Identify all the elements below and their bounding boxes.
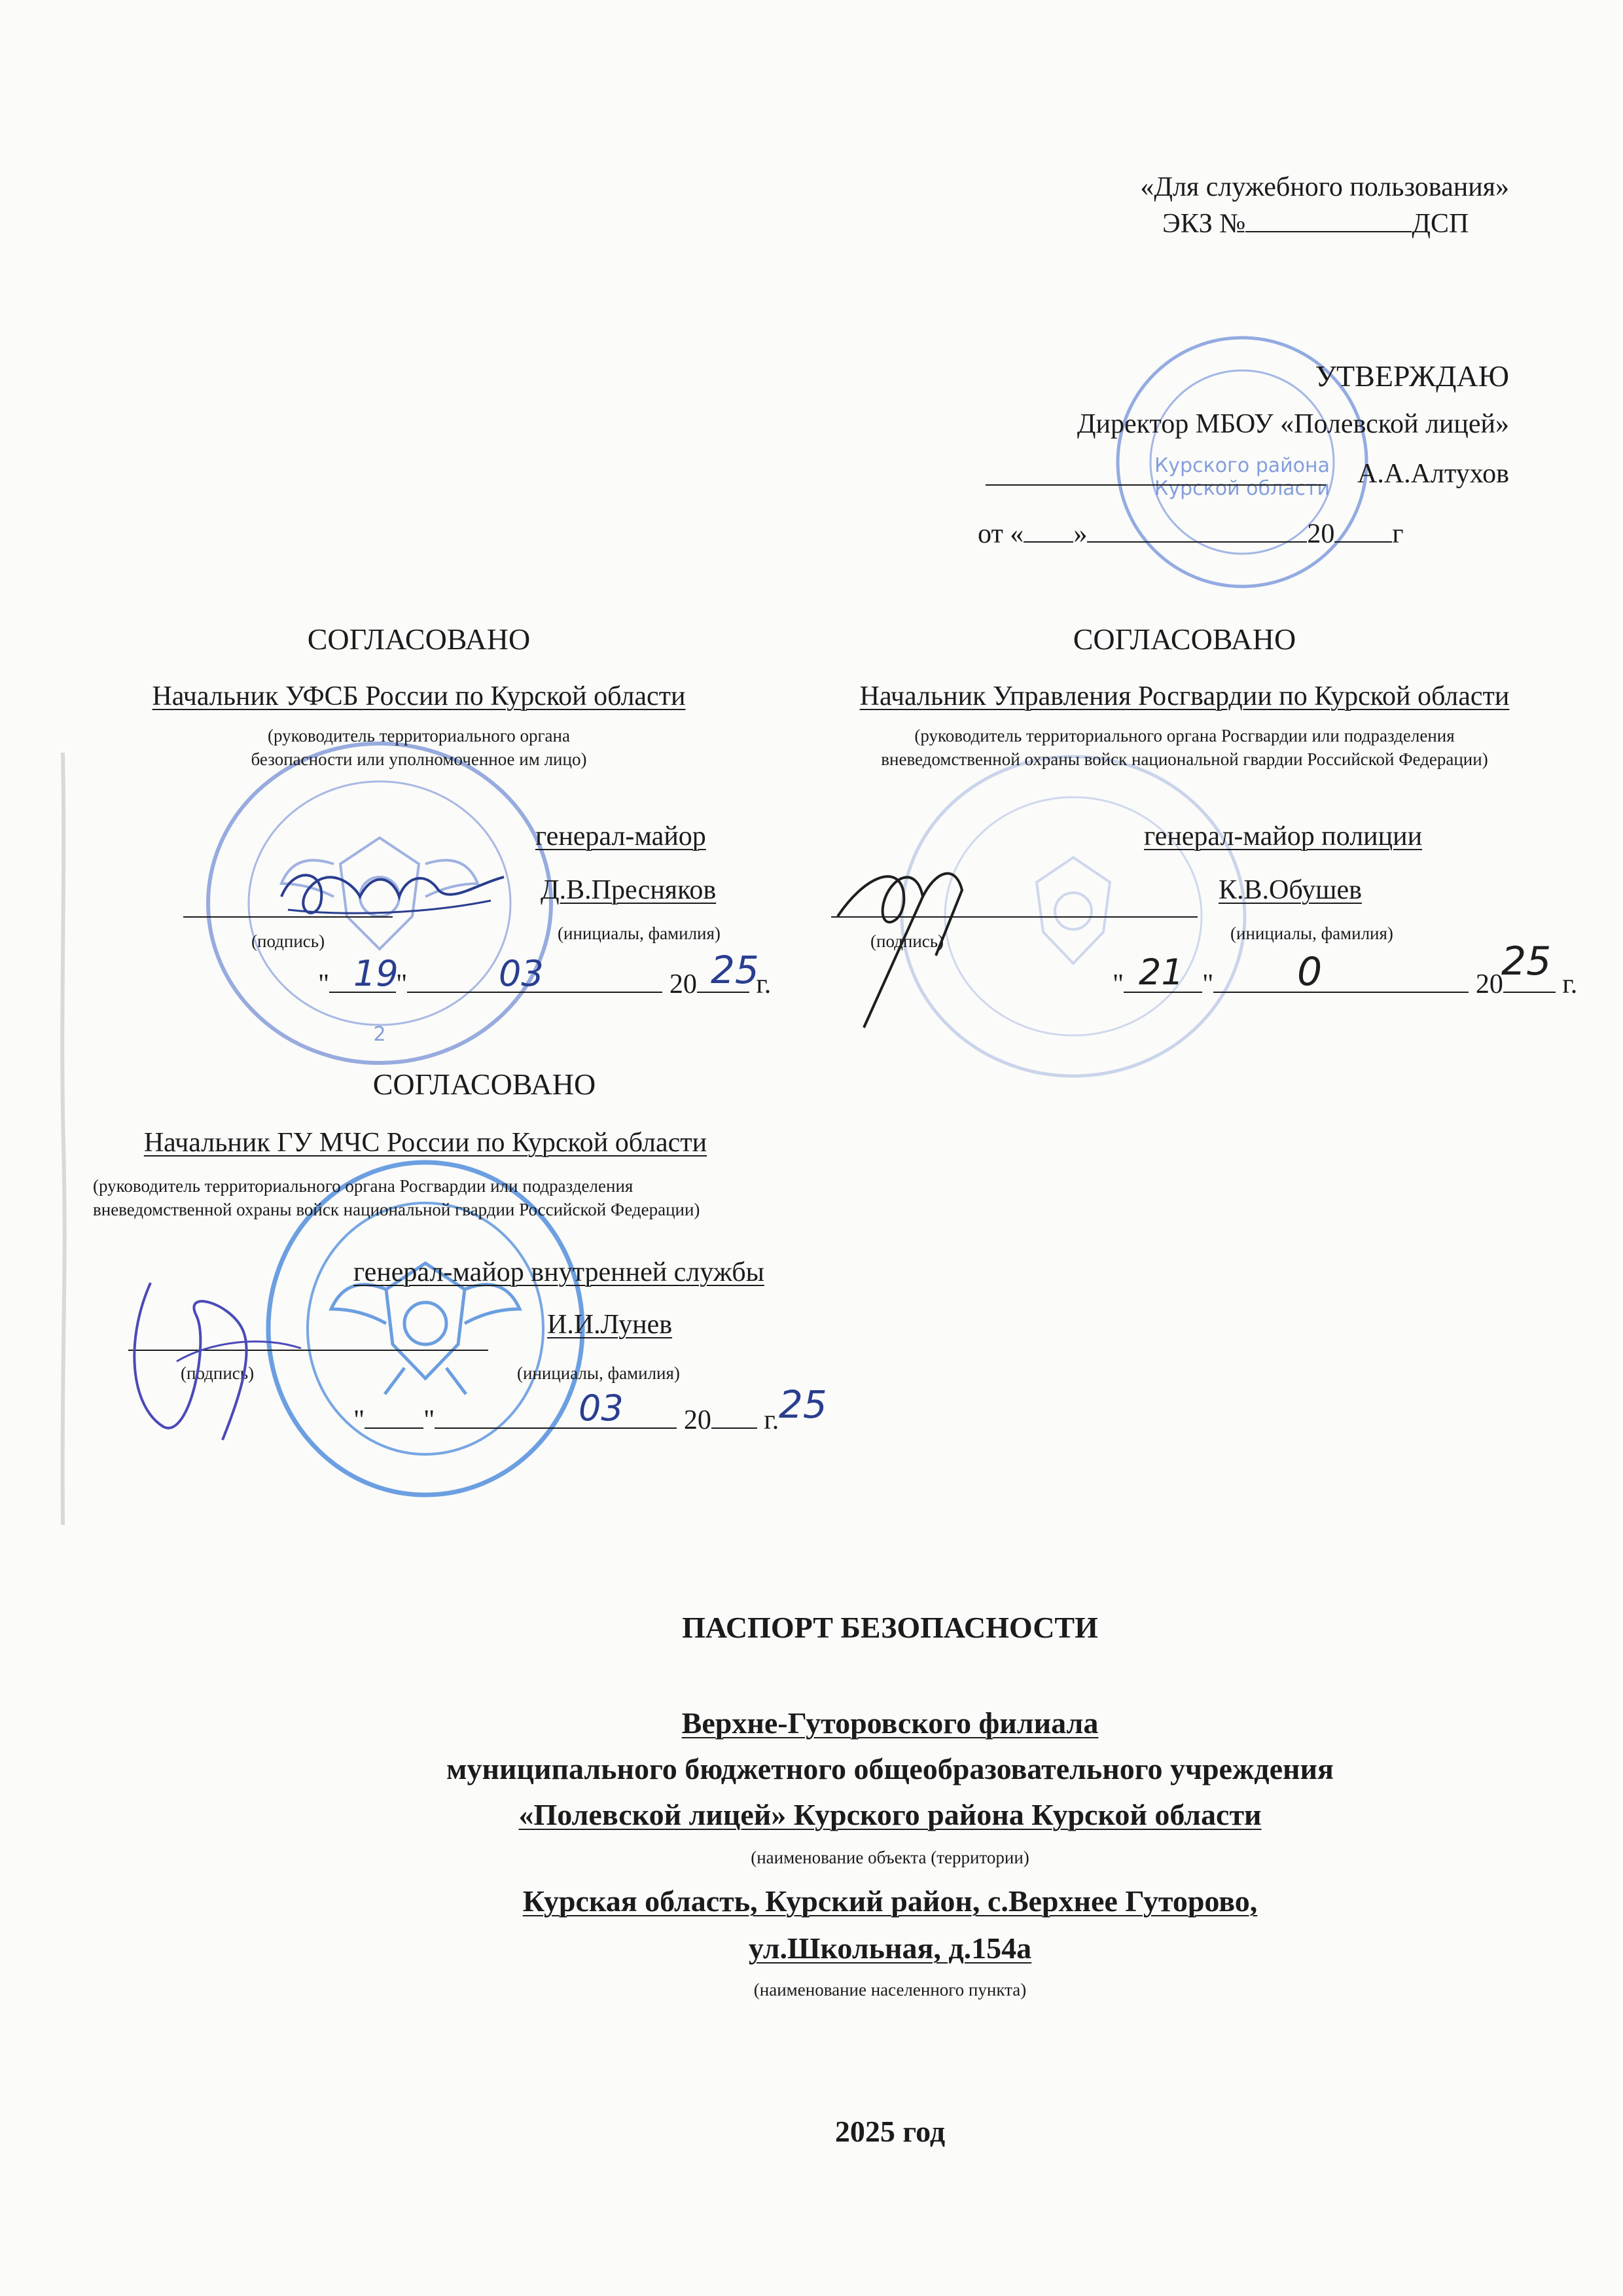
- agreement-mchs-rank: генерал-майор внутренней службы: [353, 1257, 764, 1287]
- agreement-fsb-title: СОГЛАСОВАНО: [307, 622, 531, 656]
- object-name-line2: муниципального бюджетного общеобразовательного учреждения: [446, 1752, 1334, 1785]
- agreement-mchs-month-blank: [435, 1405, 677, 1429]
- agreement-mchs-year-suffix: г.: [764, 1405, 779, 1435]
- classification-label: «Для служебного пользования»: [1140, 172, 1509, 202]
- binding-thread: [58, 753, 68, 1525]
- agreement-mchs-hint2: вневедомственной охраны войск национальной гвардии Российской Федерации): [93, 1200, 700, 1219]
- agreement-mchs-hint1: (руководитель территориального органа Росгвардии или подразделения: [93, 1176, 633, 1196]
- agreement-rg-month: 0: [1297, 949, 1323, 995]
- copy-number-blank: [1245, 209, 1412, 232]
- agreement-fsb-year-suffix: г.: [756, 969, 772, 999]
- agreement-fsb-day: 19: [353, 953, 399, 994]
- mchs-signature: [111, 1263, 308, 1460]
- agreement-fsb-name: Д.В.Пресняков: [541, 875, 717, 905]
- agreement-rg-day: 21: [1139, 952, 1184, 993]
- agreement-rg-title: СОГЛАСОВАНО: [1073, 622, 1296, 656]
- document-year: 2025 год: [834, 2115, 946, 2148]
- approval-date-prefix: от «: [978, 519, 1024, 549]
- agreement-fsb-organ: Начальник УФСБ России по Курской области: [152, 681, 686, 711]
- object-name-line1: Верхне-Гуторовского филиала: [681, 1706, 1099, 1740]
- agreement-mchs-organ: Начальник ГУ МЧС России по Курской области: [143, 1128, 707, 1158]
- approval-signature-line: [986, 484, 1326, 486]
- agreement-fsb-name-hint: (инициалы, фамилия): [558, 924, 721, 943]
- agreement-fsb-year: 25: [711, 948, 759, 992]
- approval-day-blank: [1024, 520, 1073, 543]
- agreement-fsb-date: " " 20 г.: [318, 969, 772, 999]
- address-line1: Курская область, Курский район, с.Верхнее Гуторово,: [522, 1884, 1258, 1918]
- agreement-mchs-name-hint: (инициалы, фамилия): [517, 1363, 680, 1383]
- agreement-fsb-hint1: (руководитель территориального органа: [268, 726, 570, 745]
- agreement-mchs-title: СОГЛАСОВАНО: [372, 1067, 596, 1101]
- fsb-signature: [268, 851, 517, 929]
- agreement-fsb-sign-hint: (подпись): [251, 931, 325, 951]
- agreement-rg-hint2: вневедомственной охраны войск национальной гвардии Российской Федерации): [881, 749, 1488, 769]
- agreement-rg-sign-hint: (подпись): [870, 931, 944, 951]
- agreement-rg-organ: Начальник Управления Росгвардии по Курской области: [859, 681, 1510, 711]
- agreement-mchs-month: 03: [579, 1388, 624, 1429]
- approval-position: Директор МБОУ «Полевской лицей»: [1077, 409, 1509, 439]
- agreement-fsb-hint2: безопасности или уполномоченное им лицо): [251, 749, 587, 769]
- agreement-mchs-date: " " 20 г.: [353, 1405, 779, 1435]
- address-line2: ул.Школьная, д.154а: [748, 1931, 1032, 1965]
- approval-date-mid: »: [1073, 519, 1088, 549]
- agreement-rg-hint1: (руководитель территориального органа Росгвардии или подразделения: [914, 726, 1455, 745]
- svg-text:2: 2: [373, 1023, 386, 1046]
- copy-number-prefix: ЭКЗ №: [1162, 209, 1246, 239]
- agreement-rg-year-prefix: 20: [1475, 969, 1503, 999]
- agreement-rg-date: " " 20 г.: [1113, 969, 1578, 999]
- approval-year-blank: [1334, 520, 1392, 543]
- approval-title: УТВЕРЖДАЮ: [1315, 359, 1509, 393]
- agreement-rg-month-blank: [1213, 969, 1469, 993]
- svg-text:Курской области: Курской области: [1154, 477, 1330, 500]
- approval-year-prefix: 20: [1307, 519, 1335, 549]
- object-name-line3: «Полевской лицей» Курского района Курской области: [518, 1798, 1262, 1831]
- object-name-hint: (наименование объекта (территории): [751, 1848, 1029, 1867]
- svg-text:Курского района: Курского района: [1154, 454, 1330, 477]
- agreement-mchs-sign-hint: (подпись): [181, 1363, 255, 1383]
- agreement-rg-rank: генерал-майор полиции: [1144, 821, 1423, 852]
- agreement-fsb-rank: генерал-майор: [535, 821, 706, 852]
- agreement-mchs-day-blank: [365, 1405, 423, 1429]
- agreement-rg-name-hint: (инициалы, фамилия): [1230, 924, 1393, 943]
- approval-year-suffix: г: [1392, 519, 1404, 549]
- agreement-fsb-year-prefix: 20: [669, 969, 697, 999]
- rosgvardia-signature: [825, 838, 995, 1034]
- agreement-rg-year-suffix: г.: [1562, 969, 1578, 999]
- agreement-rg-year: 25: [1501, 939, 1552, 984]
- agreement-mchs-year-prefix: 20: [683, 1405, 711, 1435]
- approval-month-blank: [1087, 520, 1307, 543]
- agreement-mchs-year-blank: [711, 1405, 757, 1429]
- agreement-mchs-year: 25: [779, 1382, 827, 1427]
- agreement-rg-name: К.В.Обушев: [1219, 875, 1362, 905]
- copy-number-suffix: ДСП: [1412, 209, 1469, 239]
- document-title: ПАСПОРТ БЕЗОПАСНОСТИ: [682, 1611, 1098, 1644]
- copy-number-label: [1162, 208, 1469, 240]
- address-hint: (наименование населенного пункта): [753, 1980, 1027, 2000]
- agreement-fsb-month: 03: [499, 953, 544, 994]
- approval-name: А.А.Алтухов: [1357, 459, 1509, 489]
- agreement-mchs-name: И.И.Лунев: [547, 1310, 673, 1340]
- approval-date: [978, 518, 1404, 550]
